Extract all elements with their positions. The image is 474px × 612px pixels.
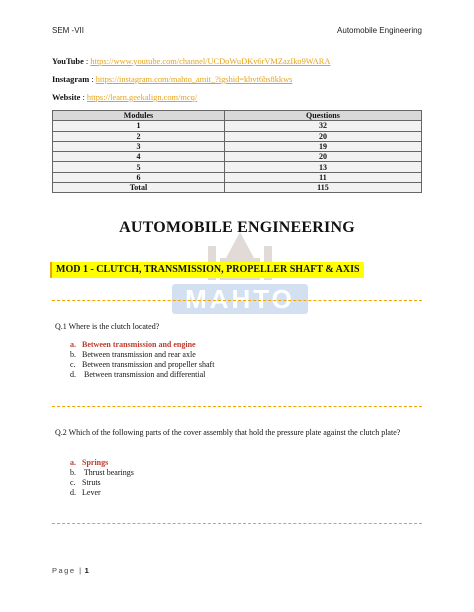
table-header-row (53, 111, 422, 121)
table-row (53, 131, 422, 141)
option-letter: b. (70, 350, 76, 359)
questions-cell: 20 (224, 131, 421, 141)
page-footer (52, 566, 89, 575)
table-row-total (53, 183, 422, 193)
option-text: Between transmission and engine (82, 340, 196, 349)
questions-cell: 13 (224, 162, 421, 172)
youtube-separator: : (83, 57, 91, 66)
option-text: Between transmission and rear axle (82, 350, 196, 359)
module-cell: 3 (53, 141, 225, 151)
table-row (53, 172, 422, 182)
header-semester: SEM -VII (52, 26, 85, 35)
module-cell: 2 (53, 131, 225, 141)
table-row (53, 152, 422, 162)
total-value-cell: 115 (224, 183, 421, 193)
question-2-text: Q.2 Which of the following parts of the cover assembly that hold the pressure plate against the clutch plate? (55, 428, 401, 437)
questions-cell: 11 (224, 172, 421, 182)
option-letter: c. (70, 360, 76, 369)
youtube-link[interactable]: https://www.youtube.com/channel/UCDoWuDKv6rVMZazIko9WARA (90, 57, 331, 66)
module-cell: 4 (53, 152, 225, 162)
modules-table (52, 110, 422, 193)
module-cell: 6 (53, 172, 225, 182)
option (70, 468, 134, 478)
document-title: AUTOMOBILE ENGINEERING (119, 219, 355, 236)
question-1-text: Q.1 Where is the clutch located? (55, 322, 160, 331)
website-link[interactable]: https://learn.geekalign.com/mcq/ (86, 93, 198, 102)
option-letter: d. (70, 488, 76, 497)
option-text: Struts (82, 478, 101, 487)
module-cell: 1 (53, 121, 225, 131)
option (70, 360, 214, 370)
section-divider (52, 300, 422, 301)
questions-cell: 32 (224, 121, 421, 131)
option-letter: d. (70, 370, 76, 379)
header-subject: Automobile Engineering (337, 26, 422, 35)
option-letter: a. (70, 340, 76, 349)
option-correct (70, 340, 214, 350)
option-letter: b. (70, 468, 76, 477)
footer-page-number: 1 (84, 566, 89, 575)
option-letter: c. (70, 478, 76, 487)
youtube-label: YouTube (52, 57, 84, 66)
questions-cell: 20 (224, 152, 421, 162)
footer-separator: | (79, 566, 82, 575)
section-divider (52, 406, 422, 407)
column-header-modules: Modules (53, 111, 225, 121)
option-text: Between transmission and propeller shaft (82, 360, 215, 369)
questions-cell: 19 (224, 141, 421, 151)
website-separator: : (80, 93, 87, 102)
table-row (53, 162, 422, 172)
footer-page-label: Page (52, 566, 76, 575)
option-text: Between transmission and differential (82, 370, 206, 379)
module-heading: MOD 1 - CLUTCH, TRANSMISSION, PROPELLER SHAFT & AXIS (50, 262, 364, 278)
question-2-options (70, 458, 134, 498)
option (70, 488, 134, 498)
instagram-separator: : (89, 75, 96, 84)
website-label: Website (52, 93, 81, 102)
social-links (52, 56, 330, 110)
table-row (53, 121, 422, 131)
option (70, 370, 214, 380)
option-letter: a. (70, 458, 76, 467)
website-link-row (52, 92, 330, 110)
option-text: Thrust bearings (82, 468, 134, 477)
option-text: Springs (82, 458, 109, 467)
watermark-text: MAHTO (185, 284, 295, 314)
option (70, 478, 134, 488)
column-header-questions: Questions (224, 111, 421, 121)
table-row (53, 141, 422, 151)
module-cell: 5 (53, 162, 225, 172)
youtube-link-row (52, 56, 330, 74)
instagram-link[interactable]: https://instagram.com/mahto_amit_?igshid=kbvt6bs8kkws (95, 75, 293, 84)
instagram-link-row (52, 74, 330, 92)
total-label-cell: Total (53, 183, 225, 193)
section-divider (52, 523, 422, 524)
option-text: Lever (82, 488, 101, 497)
question-1-options (70, 340, 214, 380)
option-correct (70, 458, 134, 468)
instagram-label: Instagram (52, 75, 90, 84)
option (70, 350, 214, 360)
